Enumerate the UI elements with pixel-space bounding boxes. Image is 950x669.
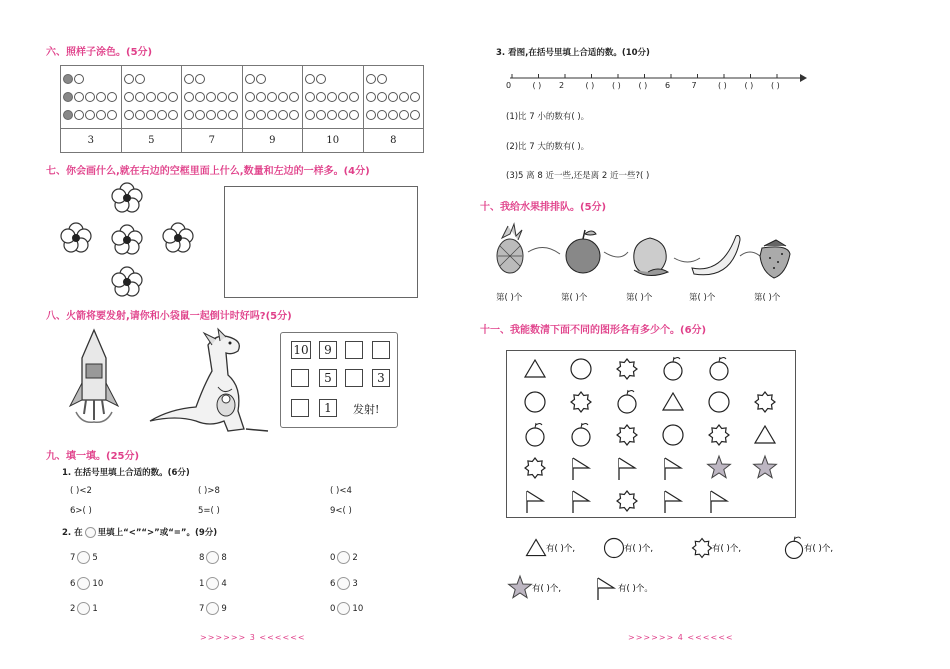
compare-item[interactable]: 7 9: [199, 604, 227, 614]
star8-icon: [571, 392, 591, 412]
circle-icon[interactable]: [228, 92, 238, 102]
question-3-title: 3. 看图,在括号里填上合适的数。(10分): [496, 48, 650, 58]
flower-icon: [112, 183, 142, 212]
circle-icon[interactable]: [377, 74, 387, 84]
axis-label[interactable]: ( ): [744, 81, 754, 90]
countdown-cell[interactable]: [372, 341, 390, 359]
apple-icon: [566, 230, 600, 273]
compare-item[interactable]: 8 8: [199, 553, 227, 563]
flower-icon: [112, 225, 142, 254]
circle-icon[interactable]: [228, 110, 238, 120]
flag-icon: [573, 458, 589, 480]
circle-icon[interactable]: [256, 74, 266, 84]
circle-icon: [663, 425, 683, 445]
circle-icon[interactable]: [410, 110, 420, 120]
circle-icon[interactable]: [63, 110, 73, 120]
flower-icon: [112, 267, 142, 296]
shape-count-answer: 有( )个,: [532, 584, 562, 594]
shape-count-answer: 有( )个,: [546, 544, 576, 554]
launch-label: 发射!: [353, 403, 380, 416]
triangle-icon: [663, 393, 683, 410]
answer-line-1[interactable]: (1)比 7 小的数有( )。: [506, 112, 590, 122]
compare-item[interactable]: 0 10: [330, 604, 364, 614]
circle-icon[interactable]: [267, 92, 277, 102]
circle-icon[interactable]: [135, 92, 145, 102]
compare-circle-icon[interactable]: [206, 551, 219, 564]
circle-icon[interactable]: [349, 110, 359, 120]
countdown-cell[interactable]: [345, 341, 363, 359]
circle-icon[interactable]: [96, 92, 106, 102]
shape-count-answer: 有( )个,: [712, 544, 742, 554]
circle-icon[interactable]: [135, 74, 145, 84]
circle-icon[interactable]: [316, 92, 326, 102]
flag-icon: [711, 491, 727, 513]
circle-icon[interactable]: [157, 92, 167, 102]
circle-icon[interactable]: [366, 110, 376, 120]
circle-icon[interactable]: [289, 110, 299, 120]
circle-icon[interactable]: [410, 92, 420, 102]
star8-icon: [755, 392, 775, 412]
axis-label: 7: [691, 81, 697, 90]
circle-icon[interactable]: [124, 74, 134, 84]
countdown-cell: 3: [372, 369, 390, 387]
shape-count-answer: 有( )个,: [804, 544, 834, 554]
fill-item[interactable]: ( )<4: [330, 486, 352, 496]
compare-item[interactable]: 2 1: [70, 604, 98, 614]
circle-column[interactable]: [364, 66, 424, 128]
compare-item[interactable]: 6 3: [330, 579, 358, 589]
target-number: 8: [390, 135, 397, 146]
flag-icon: [619, 458, 635, 480]
circle-icon[interactable]: [195, 110, 205, 120]
circle-column[interactable]: [61, 66, 122, 128]
fruit-order-label[interactable]: 第( )个: [626, 293, 653, 303]
circle-icon[interactable]: [206, 110, 216, 120]
shape-answer-row-2: [506, 574, 746, 602]
flag-icon: [598, 578, 614, 600]
axis-label: 6: [665, 81, 671, 90]
flag-icon: [665, 458, 681, 480]
circle-icon[interactable]: [63, 74, 73, 84]
axis-label: 0: [506, 81, 512, 90]
circle-icon[interactable]: [305, 110, 315, 120]
apple-icon: [664, 357, 682, 380]
circle-icon[interactable]: [74, 74, 84, 84]
axis-label: 2: [559, 81, 565, 90]
peach-icon: [634, 238, 668, 276]
kangaroo-illustration: [146, 325, 286, 437]
circle-icon[interactable]: [256, 110, 266, 120]
circle-icon[interactable]: [85, 110, 95, 120]
apple-icon: [526, 423, 544, 446]
circle-icon[interactable]: [206, 92, 216, 102]
apple-icon: [785, 537, 802, 559]
question-2-title: 2. 在 里填上“<”“>”或“=”。(9分): [62, 528, 218, 538]
circle-icon[interactable]: [305, 92, 315, 102]
compare-circle-icon[interactable]: [77, 551, 90, 564]
circle-column[interactable]: [122, 66, 183, 128]
fruit-order-label[interactable]: 第( )个: [754, 293, 781, 303]
shape-answer-row-1: [524, 534, 884, 562]
star8-icon: [617, 425, 637, 445]
target-number: 10: [303, 129, 364, 153]
countdown-cell[interactable]: [291, 369, 309, 387]
circle-icon[interactable]: [245, 110, 255, 120]
target-number: 5: [122, 129, 183, 153]
question-1-title: 1. 在括号里填上合适的数。(6分): [62, 468, 190, 478]
banana-icon: [692, 236, 740, 275]
flower-icon: [61, 223, 91, 252]
compare-circle-icon[interactable]: [337, 602, 350, 615]
compare-item[interactable]: 0 2: [330, 553, 358, 563]
flag-icon: [573, 491, 589, 513]
star5-icon: [509, 576, 532, 598]
triangle-icon: [527, 539, 546, 555]
circle-icon[interactable]: [278, 92, 288, 102]
circle-icon[interactable]: [107, 92, 117, 102]
fill-item[interactable]: ( )>8: [198, 486, 220, 496]
circle-icon[interactable]: [157, 110, 167, 120]
compare-circle-icon[interactable]: [337, 577, 350, 590]
circle-icon[interactable]: [168, 92, 178, 102]
shape-grid: [506, 350, 796, 518]
countdown-cell: 9: [319, 341, 337, 359]
apple-icon: [572, 423, 590, 446]
drawing-box[interactable]: [224, 186, 418, 298]
circle-icon[interactable]: [377, 92, 387, 102]
countdown-panel: [280, 332, 398, 428]
target-number: 9: [243, 129, 304, 153]
triangle-icon: [755, 426, 775, 443]
star5-icon: [754, 456, 777, 478]
fruit-order-label[interactable]: 第( )个: [496, 293, 523, 303]
circle-icon[interactable]: [338, 110, 348, 120]
rocket-illustration: [64, 328, 124, 428]
circle-icon[interactable]: [135, 110, 145, 120]
circle-icon[interactable]: [217, 92, 227, 102]
fill-item[interactable]: 9<( ): [330, 506, 352, 516]
strawberry-icon: [760, 240, 790, 278]
fill-item[interactable]: 5=( ): [198, 506, 220, 516]
circle-icon[interactable]: [146, 110, 156, 120]
shape-count-answer: 有( )个,: [624, 544, 654, 554]
countdown-cell[interactable]: [291, 399, 309, 417]
circle-icon[interactable]: [74, 110, 84, 120]
circle-icon[interactable]: [124, 92, 134, 102]
circle-icon[interactable]: [184, 110, 194, 120]
circle-icon[interactable]: [74, 92, 84, 102]
circle-icon[interactable]: [338, 92, 348, 102]
triangle-icon: [525, 360, 545, 377]
axis-label[interactable]: ( ): [718, 81, 727, 90]
fruit-order-label[interactable]: 第( )个: [561, 293, 588, 303]
section-9-title: 九、填一填。(25分): [46, 451, 140, 462]
circle-icon[interactable]: [327, 110, 337, 120]
circle-icon[interactable]: [107, 110, 117, 120]
circle-icon[interactable]: [278, 110, 288, 120]
flag-icon: [527, 491, 543, 513]
circle-icon[interactable]: [85, 92, 95, 102]
circle-column[interactable]: [243, 66, 304, 128]
countdown-cell: 1: [319, 399, 337, 417]
circle-icon[interactable]: [388, 110, 398, 120]
circle-icon[interactable]: [256, 92, 266, 102]
compare-item[interactable]: 1 4: [199, 579, 227, 589]
page-number-right: >>>>>> 4 <<<<<<: [628, 633, 734, 642]
section-8-title: 八、火箭将要发射,请你和小袋鼠一起倒计时好吗?(5分): [46, 311, 292, 322]
axis-label[interactable]: ( ): [532, 81, 542, 90]
axis-label[interactable]: ( ): [771, 81, 780, 90]
circle-icon: [605, 539, 624, 558]
circle-icon[interactable]: [399, 110, 409, 120]
compare-circle-icon[interactable]: [77, 602, 90, 615]
circle-icon[interactable]: [146, 92, 156, 102]
apple-icon: [710, 357, 728, 380]
circle-icon[interactable]: [388, 92, 398, 102]
star8-icon: [525, 458, 545, 478]
section-10-title: 十、我给水果排排队。(5分): [480, 202, 607, 213]
axis-label[interactable]: ( ): [612, 81, 621, 90]
star5-icon: [708, 456, 731, 478]
circle-icon: [525, 392, 545, 412]
axis-label[interactable]: ( ): [585, 81, 595, 90]
flower-icon: [163, 223, 193, 252]
circle-icon[interactable]: [245, 74, 255, 84]
circle-icon[interactable]: [245, 92, 255, 102]
countdown-cell: 5: [319, 369, 337, 387]
star8-icon: [617, 359, 637, 379]
axis-label[interactable]: ( ): [638, 81, 648, 90]
compare-circle-icon: [85, 527, 96, 538]
coloring-table: [60, 65, 424, 153]
circle-icon[interactable]: [96, 110, 106, 120]
shape-count-answer: 有( )个。: [618, 584, 653, 594]
compare-circle-icon[interactable]: [337, 551, 350, 564]
circle-icon[interactable]: [377, 110, 387, 120]
compare-circle-icon[interactable]: [206, 602, 219, 615]
circle-icon[interactable]: [195, 92, 205, 102]
answer-line-3[interactable]: (3)5 离 8 近一些,还是离 2 近一些?( ): [506, 171, 650, 181]
circle-icon[interactable]: [63, 92, 73, 102]
star8-icon: [617, 491, 637, 511]
pineapple-icon: [497, 224, 523, 273]
fill-item[interactable]: ( )<2: [70, 486, 92, 496]
countdown-cell[interactable]: [345, 369, 363, 387]
circle-icon[interactable]: [289, 92, 299, 102]
circle-icon[interactable]: [217, 110, 227, 120]
circle-icon[interactable]: [305, 74, 315, 84]
circle-icon[interactable]: [316, 74, 326, 84]
circle-icon[interactable]: [327, 92, 337, 102]
circle-icon[interactable]: [399, 92, 409, 102]
circle-icon[interactable]: [184, 92, 194, 102]
circle-icon[interactable]: [366, 74, 376, 84]
circle-icon[interactable]: [349, 92, 359, 102]
fruit-row: [488, 222, 798, 280]
apple-icon: [618, 390, 636, 413]
circle-icon: [709, 392, 729, 412]
flower-group: [58, 180, 208, 300]
circle-icon[interactable]: [195, 74, 205, 84]
fruit-order-label[interactable]: 第( )个: [689, 293, 716, 303]
star8-icon: [693, 539, 712, 558]
compare-circle-icon[interactable]: [206, 577, 219, 590]
section-7-title: 七、你会画什么,就在右边的空框里面上什么,数量和左边的一样多。(4分): [46, 166, 370, 177]
circle-icon[interactable]: [184, 74, 194, 84]
page-number-left: >>>>>> 3 <<<<<<: [200, 633, 306, 642]
star8-icon: [709, 425, 729, 445]
circle-icon[interactable]: [316, 110, 326, 120]
compare-circle-icon[interactable]: [77, 577, 90, 590]
compare-item[interactable]: 7 5: [70, 553, 98, 563]
flag-icon: [665, 491, 681, 513]
circle-icon[interactable]: [168, 110, 178, 120]
answer-line-2[interactable]: (2)比 7 大的数有( )。: [506, 142, 590, 152]
target-number: 7: [182, 129, 243, 153]
circle-icon[interactable]: [124, 110, 134, 120]
number-line: [508, 70, 808, 96]
fill-item[interactable]: 6>( ): [70, 506, 92, 516]
countdown-cell: 10: [291, 341, 311, 359]
target-number: 3: [61, 129, 122, 153]
circle-column[interactable]: [303, 66, 364, 128]
circle-column[interactable]: [182, 66, 243, 128]
section-11-title: 十一、我能数清下面不同的图形各有多少个。(6分): [480, 325, 707, 336]
section-6-title: 六、照样子涂色。(5分): [46, 47, 153, 58]
compare-item[interactable]: 6 10: [70, 579, 104, 589]
circle-icon[interactable]: [366, 92, 376, 102]
circle-icon[interactable]: [267, 110, 277, 120]
circle-icon: [571, 359, 591, 379]
